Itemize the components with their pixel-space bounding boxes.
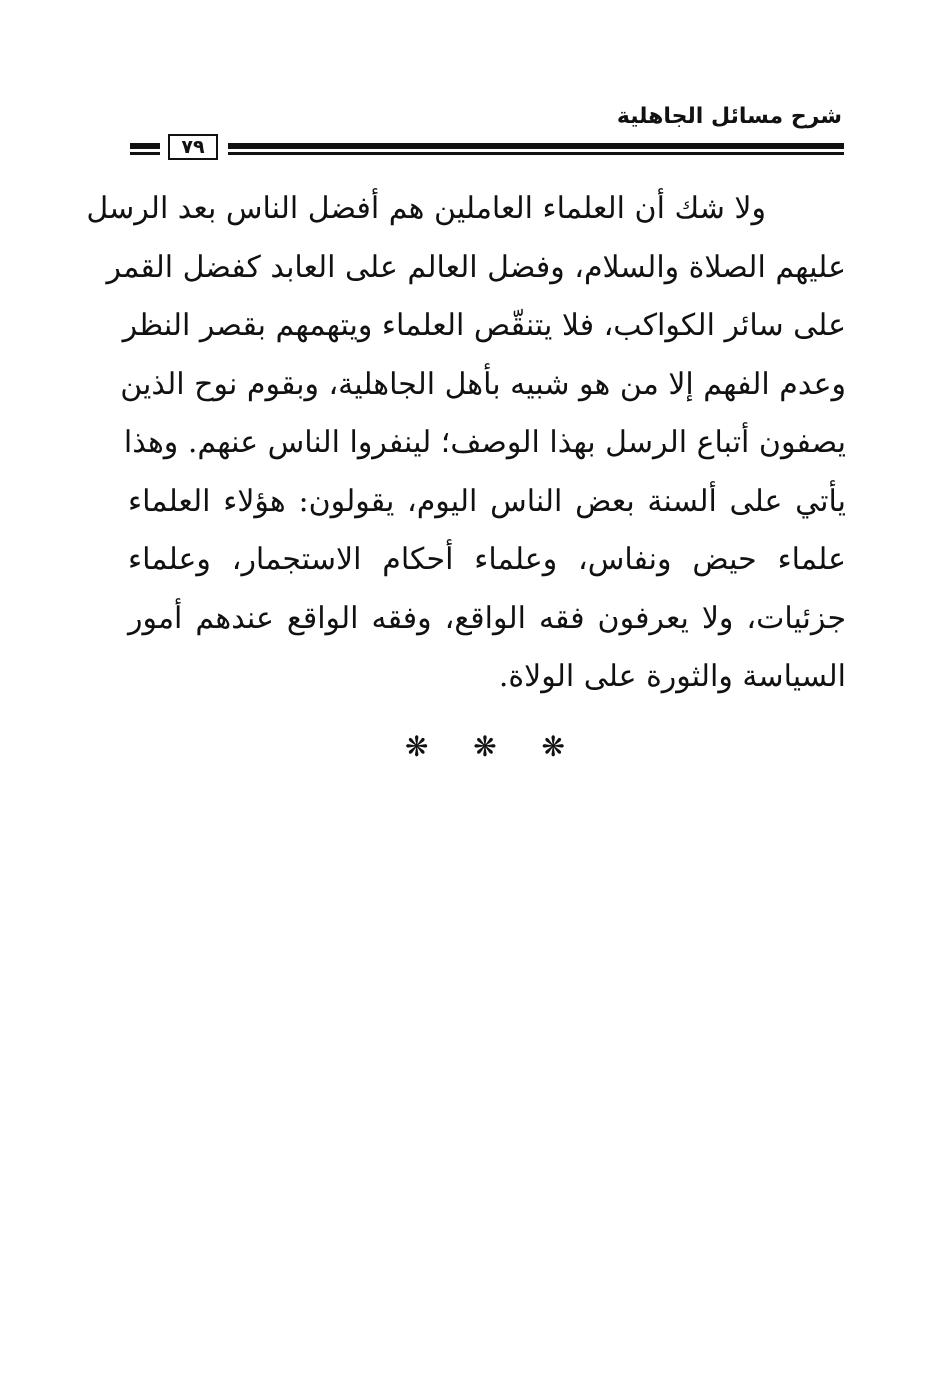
asterism-icon: ❋ xyxy=(473,730,497,763)
paragraph-line: يأتي على ألسنة بعض الناس اليوم، يقولون: هؤلاء العلماء xyxy=(128,483,846,519)
header-double-rule xyxy=(228,143,844,157)
paragraph-line: جزئيات، ولا يعرفون فقه الواقع، وفقه الواقع عندهم أمور xyxy=(128,600,846,636)
section-separator xyxy=(405,730,565,763)
body-paragraph xyxy=(86,180,846,707)
running-header-title: شرح مسائل الجاهلية xyxy=(616,104,842,129)
paragraph-line: عليهم الصلاة والسلام، وفضل العالم على العابد كفضل القمر xyxy=(106,249,846,285)
paragraph-line: على سائر الكواكب، فلا يتنقّص العلماء ويتهمهم بقصر النظر xyxy=(122,308,846,343)
asterism-icon: ❋ xyxy=(405,730,429,763)
paragraph-line: ولا شك أن العلماء العاملين هم أفضل الناس بعد الرسل xyxy=(86,191,766,226)
paragraph-line: السياسة والثورة على الولاة. xyxy=(498,659,846,694)
header-rule-left xyxy=(130,143,160,153)
paragraph-line: وعدم الفهم إلا من هو شبيه بأهل الجاهلية، وبقوم نوح الذين xyxy=(120,366,846,402)
asterism-icon: ❋ xyxy=(541,730,565,763)
paragraph-line: يصفون أتباع الرسل بهذا الوصف؛ لينفروا الناس عنهم. وهذا xyxy=(123,425,846,460)
page-number: ٧٩ xyxy=(168,134,218,160)
paragraph-line: علماء حيض ونفاس، وعلماء أحكام الاستجمار، وعلماء xyxy=(128,542,846,577)
